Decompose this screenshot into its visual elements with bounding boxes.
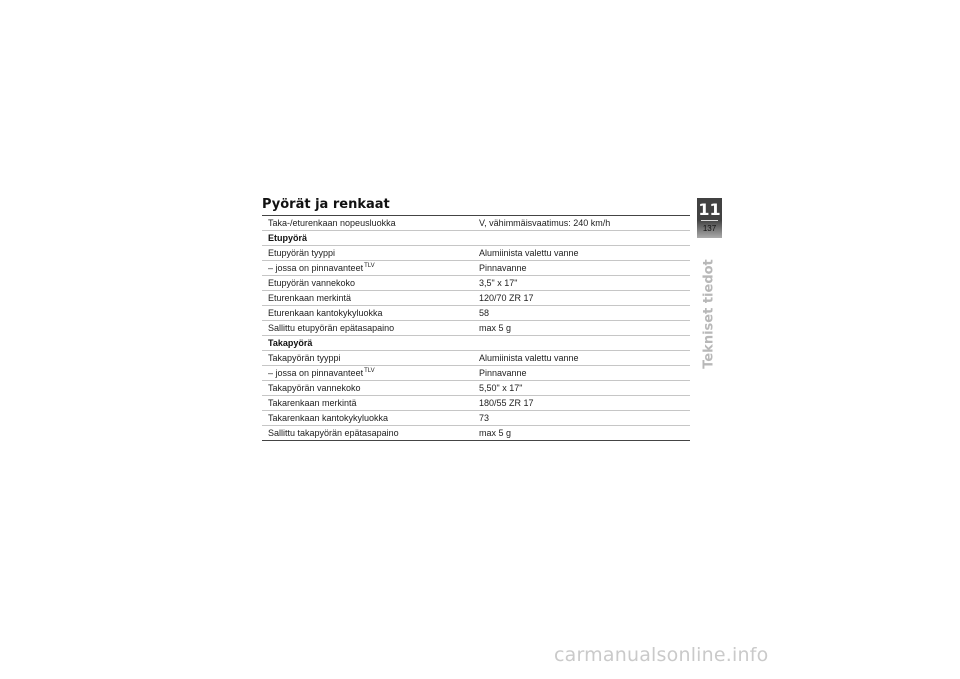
spec-value: max 5 g [473, 426, 690, 441]
page-title: Pyörät ja renkaat [262, 197, 390, 212]
spec-label: Etupyörän tyyppi [268, 248, 336, 258]
spec-label-cell [262, 276, 473, 291]
spec-label: Etupyörän vannekoko [268, 278, 356, 288]
spec-label: Takapyörän vannekoko [268, 383, 361, 393]
spec-value: Alumiinista valettu vanne [473, 246, 690, 261]
watermark: carmanualsonline.info [554, 644, 769, 666]
chapter-tab-divider [701, 220, 718, 221]
spec-value: 120/70 ZR 17 [473, 291, 690, 306]
specs-table [262, 215, 690, 441]
spec-label-cell [262, 411, 473, 426]
spec-value: max 5 g [473, 321, 690, 336]
spec-label: – jossa on pinnavanteet [268, 368, 364, 378]
spec-value: Pinnavanne [473, 366, 690, 381]
table-row [262, 216, 690, 231]
spec-label-cell [262, 291, 473, 306]
table-row [262, 351, 690, 366]
table-section-row [262, 336, 690, 351]
spec-label-cell [262, 246, 473, 261]
spec-label: Sallittu takapyörän epätasapaino [268, 428, 399, 438]
spec-label: Takarenkaan kantokykyluokka [268, 413, 389, 423]
spec-label-cell [262, 306, 473, 321]
spec-label-cell [262, 366, 473, 381]
chapter-tab [697, 198, 722, 238]
page-number: 137 [702, 224, 717, 233]
spec-value: 180/55 ZR 17 [473, 396, 690, 411]
table-row [262, 291, 690, 306]
section-heading: Takapyörä [262, 336, 690, 351]
table-row [262, 396, 690, 411]
spec-value: 58 [473, 306, 690, 321]
spec-label: Sallittu etupyörän epätasapaino [268, 323, 395, 333]
table-row [262, 276, 690, 291]
spec-value: 5,50" x 17" [473, 381, 690, 396]
spec-value: Alumiinista valettu vanne [473, 351, 690, 366]
spec-label-cell [262, 381, 473, 396]
table-section-row [262, 231, 690, 246]
spec-label: Eturenkaan merkintä [268, 293, 352, 303]
spec-label-superscript: TLV [364, 263, 375, 269]
table-row [262, 246, 690, 261]
specs-table-body [262, 216, 690, 441]
section-heading: Etupyörä [262, 231, 690, 246]
spec-label: Takarenkaan merkintä [268, 398, 357, 408]
spec-label-cell [262, 426, 473, 441]
spec-value: Pinnavanne [473, 261, 690, 276]
spec-value: 3,5" x 17" [473, 276, 690, 291]
chapter-number: 11 [698, 200, 721, 219]
spec-label: Takapyörän tyyppi [268, 353, 341, 363]
table-row [262, 261, 690, 276]
table-row [262, 411, 690, 426]
spec-value: 73 [473, 411, 690, 426]
spec-value: V, vähimmäisvaatimus: 240 km/h [473, 216, 690, 231]
spec-label-superscript: TLV [364, 368, 375, 374]
table-row [262, 321, 690, 336]
spec-label: – jossa on pinnavanteet [268, 263, 364, 273]
spec-label-cell [262, 321, 473, 336]
chapter-side-label: Tekniset tiedot [701, 259, 717, 369]
spec-label-cell [262, 351, 473, 366]
spec-label-cell [262, 396, 473, 411]
table-row [262, 366, 690, 381]
table-row [262, 426, 690, 441]
spec-label: Eturenkaan kantokykyluokka [268, 308, 383, 318]
table-row [262, 306, 690, 321]
table-row [262, 381, 690, 396]
spec-label-cell [262, 216, 473, 231]
spec-label-cell [262, 261, 473, 276]
spec-label: Taka-/eturenkaan nopeusluokka [268, 218, 396, 228]
